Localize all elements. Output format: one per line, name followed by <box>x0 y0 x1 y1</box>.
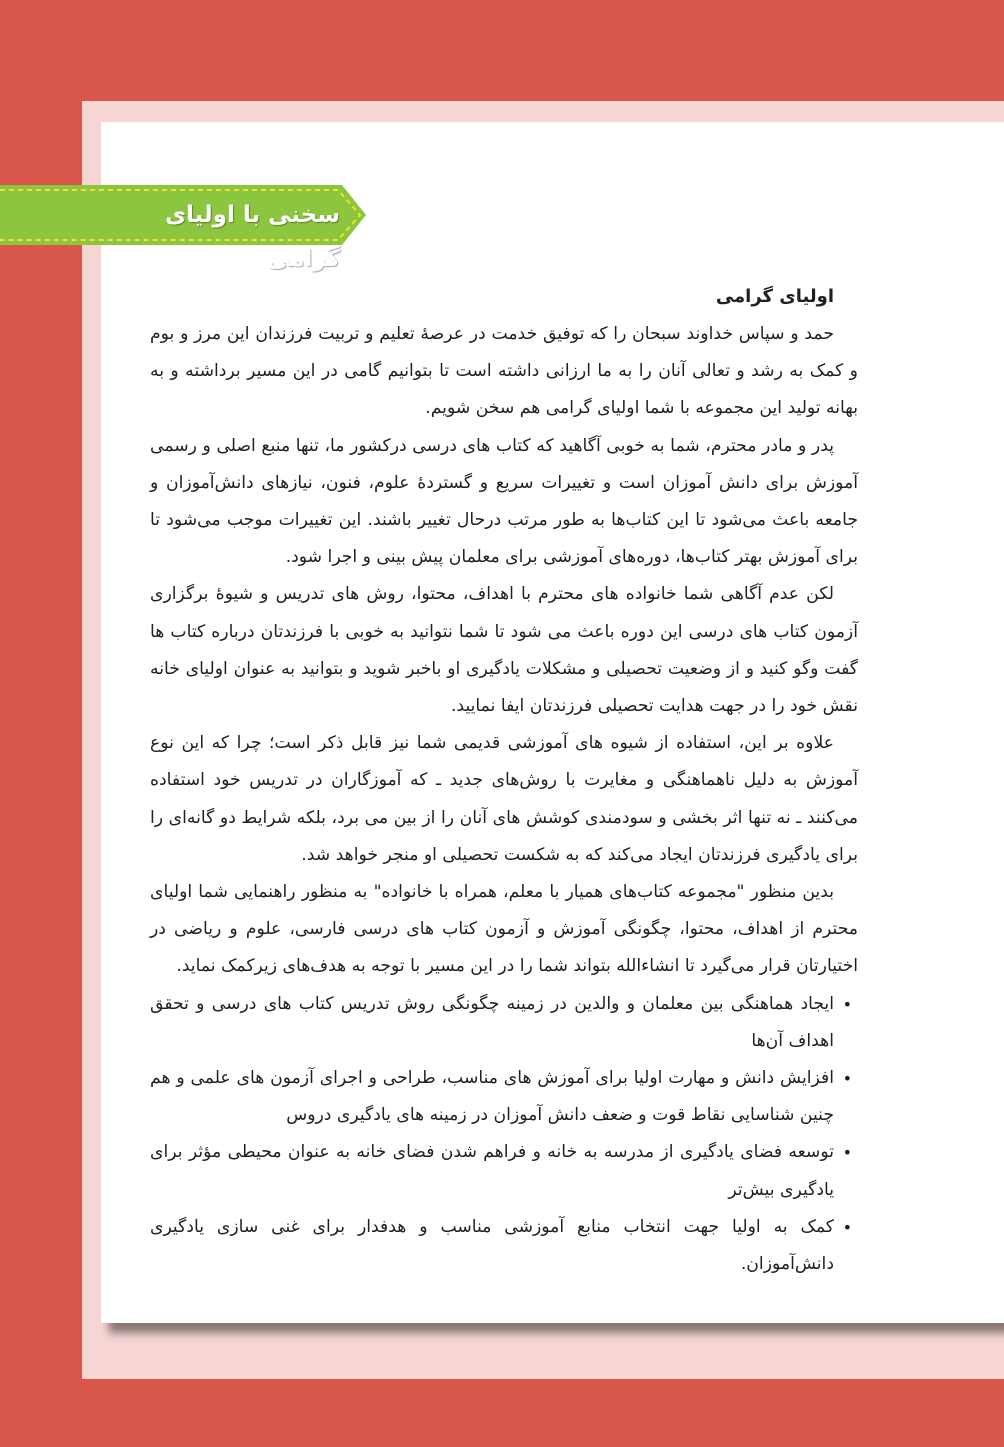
page-title: سخنی با اولیای گرامی <box>164 202 340 272</box>
paragraph: علاوه بر این، استفاده از شیوه های آموزشی قدیمی شما نیز قابل ذکر است؛ چرا که این نوع آموزش به دلیل ناهماهنگی و مغایرت با روش‌های جدید ـ که آموزگاران در تدریس خود استفاده می‌کنند ـ نه تنها اثر بخشی و سودمندی کوشش های آنان را از بین می برد، بلکه شرایط دو گانه‌ای را برای یادگیری فرزندتان ایجاد می‌کند که به شکست تحصیلی او منجر خواهد شد. <box>150 733 858 865</box>
letter-body <box>150 278 858 1283</box>
list-item <box>150 986 852 1060</box>
list-item <box>150 1209 852 1283</box>
bullet-icon: • <box>842 1069 852 1089</box>
greeting-heading: اولیای گرامی <box>715 286 834 307</box>
list-item-text: افزایش دانش و مهارت اولیا برای آموزش های مناسب، طراحی و اجرای آزمون های علمی و هم چنین شناسایی نقاط قوت و ضعف دانش آموزان در زمینه های یادگیری دروس <box>150 1068 834 1126</box>
list-item-text: ایجاد هماهنگی بین معلمان و والدین در زمینه چگونگی روش تدریس کتاب های درسی و تحقق اهداف آن‌ها <box>150 993 834 1051</box>
list-item <box>150 1134 852 1208</box>
list-item <box>150 1060 852 1134</box>
paragraph: حمد و سپاس خداوند سبحان را که توفیق خدمت در عرصهٔ تعلیم و تربیت فرزندان این مرز و بوم و کمک به رشد و تعالی آنان را به ما ارزانی داشته است تا بتوانیم گامی در این مسیر برداشته و به بهانه تولید این مجموعه با شما اولیای گرامی هم سخن شویم. <box>150 324 858 419</box>
paragraph: لکن عدم آگاهی شما خانواده های محترم با اهداف، محتوا، روش های تدریس و شیوهٔ برگزاری آزمون کتاب های درسی این دوره باعث می شود تا شما نتوانید به خوبی با فرزندتان درباره کتاب ها گفت وگو کنید و از وضعیت تحصیلی و مشکلات یادگیری او باخبر شوید و بتوانید به عنوان اولیای خانه نقش خود را در جهت هدایت تحصیلی فرزندتان ایفا نمایید. <box>150 584 858 717</box>
paragraph: پدر و مادر محترم، شما به خوبی آگاهید که کتاب های درسی درکشور ما، تنها منبع اصلی و رسمی آموزش برای دانش آموزان است و تغییرات سریع و گستردهٔ علوم، فنون، نیازهای دانش‌آموزان و جامعه باعث می‌شود تا این کتاب‌ها به طور مرتب درحال تغییر باشند. این تغییرات موجب می‌شود تا برای آموزش بهتر کتاب‌ها، دوره‌های آموزشی برای معلمان پیش بینی و اجرا شود. <box>150 435 858 568</box>
list-item-text: توسعه فضای یادگیری از مدرسه به خانه و فراهم شدن فضای خانه به عنوان محیطی مؤثر برای یادگیری بیش‌تر <box>150 1142 834 1200</box>
goals-list <box>150 986 858 1284</box>
bullet-icon: • <box>842 994 852 1014</box>
list-item-text: کمک به اولیا جهت انتخاب منابع آموزشی مناسب و هدفدار برای غنی سازی یادگیری دانش‌آموزان. <box>150 1216 834 1275</box>
bullet-icon: • <box>842 1143 852 1163</box>
paragraph: بدین منظور "مجموعه کتاب‌های همیار با معلم، همراه با خانواده" به منظور راهنمایی شما اولیای محترم از اهداف، محتوا، چگونگی آموزش و آزمون کتاب های درسی فارسی، علوم و ریاضی در اختیارتان قرار می‌گیرد تا انشاءالله بتواند شما را در این مسیر با توجه به هدف‌های زیرکمک نماید. <box>150 882 858 977</box>
section-banner <box>0 185 368 272</box>
bullet-icon: • <box>842 1217 852 1237</box>
